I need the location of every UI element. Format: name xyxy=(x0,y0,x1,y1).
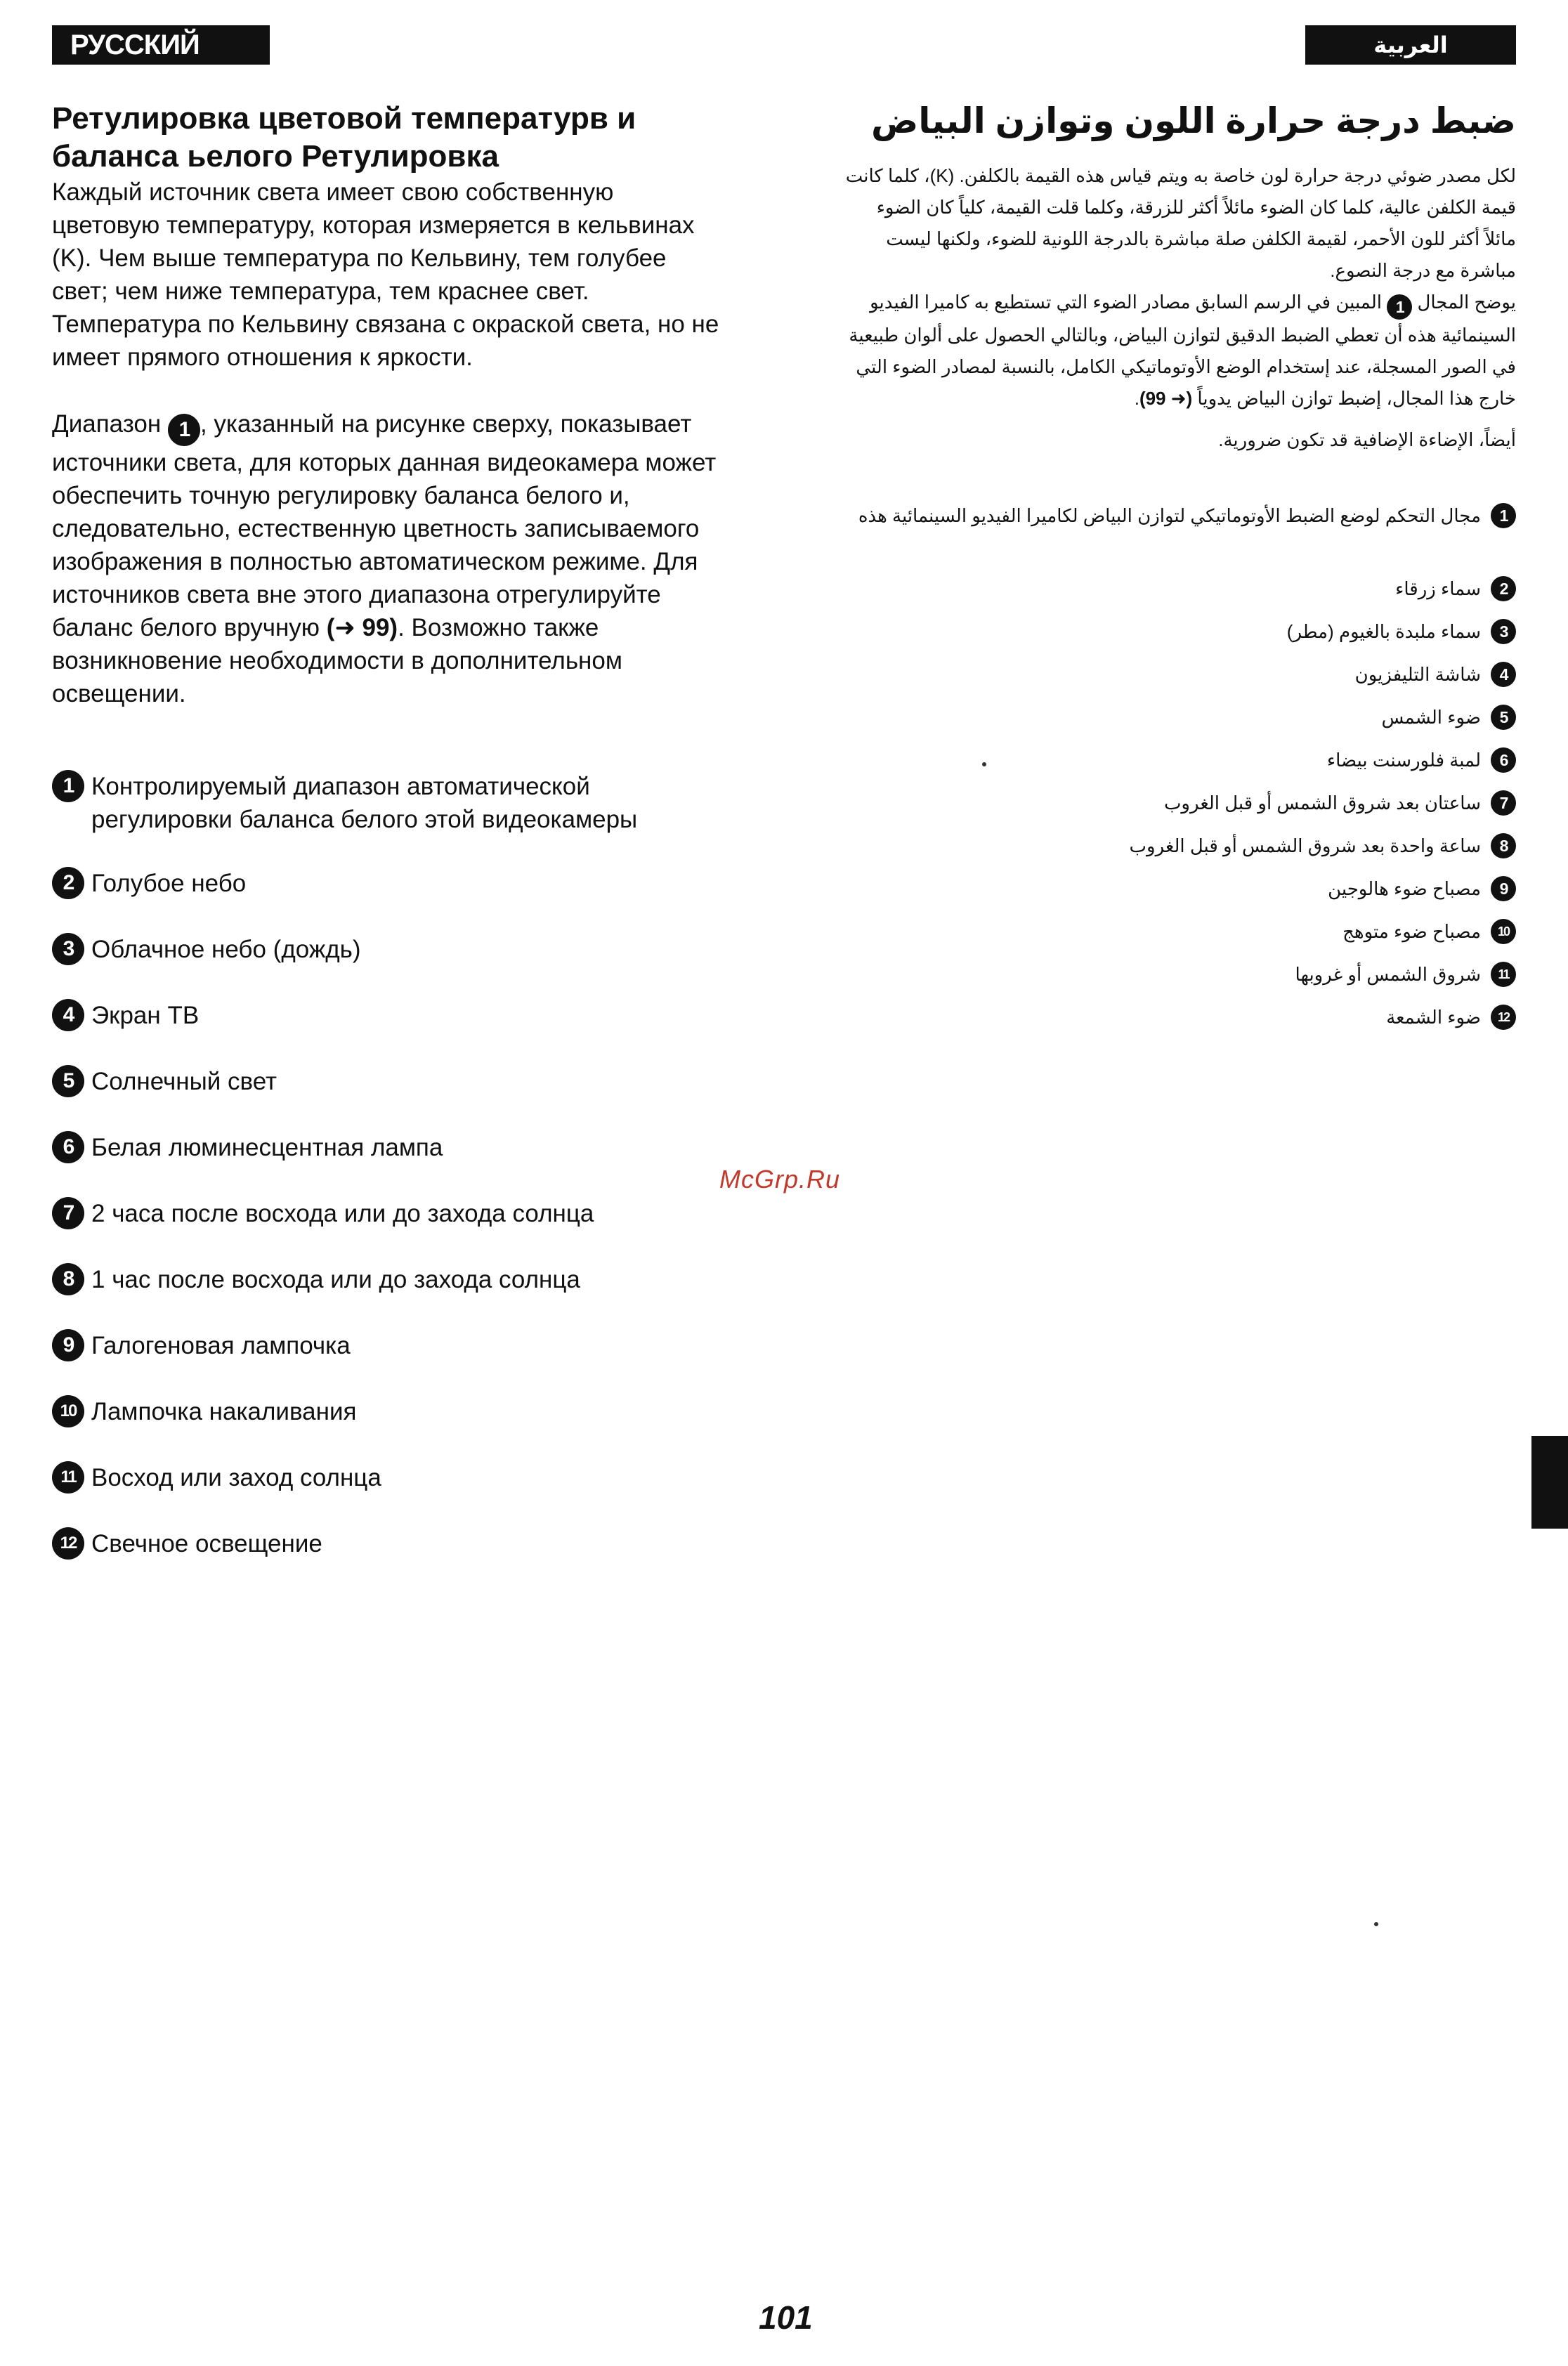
legend-number-badge: 7 xyxy=(52,1197,84,1229)
range-reference-badge: 1 xyxy=(1387,294,1412,320)
legend-number-badge: 9 xyxy=(52,1329,84,1361)
list-item xyxy=(52,867,726,900)
legend-item-text: Свечное освещение xyxy=(91,1530,322,1557)
list-item xyxy=(52,1131,726,1164)
russian-range-text-body: , указанный на рисунке сверху, показывает источники света, для которых данная видеокамера может обеспечить точную регулировку баланса белого и, следовательно, естественную цветность записываемого изображения в полностью автоматическом режиме. Для источников света вне этого диапазона отрегулируйте баланс белого вручную xyxy=(52,410,717,641)
legend-item-text: 2 часа после восхода или до захода солнца xyxy=(91,1200,594,1227)
legend-number-badge: 6 xyxy=(1491,747,1516,773)
legend-item-text: ساعتان بعد شروق الشمس أو قبل الغروب xyxy=(1163,792,1481,813)
list-item xyxy=(52,1197,726,1230)
scan-speck xyxy=(982,762,986,766)
legend-number-badge: 4 xyxy=(52,999,84,1031)
legend-item-text: Голубое небо xyxy=(91,870,247,897)
list-item xyxy=(842,500,1516,531)
legend-number-badge: 4 xyxy=(1491,662,1516,687)
legend-number-badge: 5 xyxy=(52,1065,84,1097)
legend-item-text: لمبة فلورسنت بيضاء xyxy=(1326,750,1481,771)
list-item xyxy=(842,573,1516,604)
legend-number-badge: 1 xyxy=(52,770,84,802)
list-item xyxy=(842,787,1516,818)
legend-item-text: Облачное небо (дождь) xyxy=(91,936,361,963)
arabic-intro-paragraph: لكل مصدر ضوئي درجة حرارة لون خاصة به ويتم قياس هذه القيمة بالكلفن. (K)، كلما كانت قيمة الكلفن عالية، كلما كان الضوء مائلاً أكثر للزرقة، وكلما قلت القيمة، كلياً كان الضوء مائلاً أكثر للون الأحمر، لقيمة الكلفن صلة مباشرة بالدرجة اللونية للضوء، ولكنها ليست مباشرة مع درجة النصوع. xyxy=(845,165,1516,281)
arabic-range-text-start: يوضح المجال xyxy=(1417,292,1516,313)
russian-range-paragraph xyxy=(52,407,726,710)
list-item xyxy=(52,1461,726,1494)
page-reference-link[interactable]: (99 ➜) xyxy=(1139,388,1193,409)
russian-language-tag: РУССКИЙ ЯЗЫК xyxy=(52,25,270,65)
watermark: McGrp.Ru xyxy=(719,1165,841,1194)
arabic-range-text-end: . xyxy=(1134,388,1139,409)
legend-item-text: Восход или заход солнца xyxy=(91,1464,381,1491)
list-item xyxy=(52,933,726,966)
legend-item-text: Контролируемый диапазон автоматической регулировки баланса белого этой видеокамеры xyxy=(91,773,638,833)
list-item xyxy=(842,916,1516,947)
list-item xyxy=(842,616,1516,647)
legend-number-badge: 10 xyxy=(52,1395,84,1427)
legend-number-badge: 9 xyxy=(1491,876,1516,901)
list-item xyxy=(842,830,1516,861)
list-item xyxy=(52,1329,726,1362)
range-reference-badge: 1 xyxy=(168,414,200,446)
page-edge-tab xyxy=(1531,1436,1568,1529)
list-item xyxy=(52,1395,726,1428)
legend-item-text: 1 час после восхода или до захода солнца xyxy=(91,1266,580,1293)
legend-item-text: مجال التحكم لوضع الضبط الأوتوماتيكي لتوازن البياض لكاميرا الفيديو السينمائية هذه xyxy=(858,505,1481,526)
russian-intro-paragraph: Каждый источник света имеет свою собственную цветовую температуру, которая измеряется в кельвинах (K). Чем выше температура по Кельвину, тем голубее свет; чем ниже температура, тем краснее свет. Температура по Кельвину связана с окраской света, но не имеет прямого отношения к яркости. xyxy=(52,178,719,371)
legend-item-text: مصباح ضوء متوهج xyxy=(1342,921,1481,942)
legend-item-text: Галогеновая лампочка xyxy=(91,1332,351,1359)
legend-number-badge: 6 xyxy=(52,1131,84,1163)
legend-number-badge: 2 xyxy=(52,867,84,899)
legend-item-text: ضوء الشمعة xyxy=(1386,1007,1481,1028)
legend-item-text: سماء زرقاء xyxy=(1395,578,1481,599)
legend-item-text: شاشة التليفزيون xyxy=(1354,664,1481,685)
legend-number-badge: 1 xyxy=(1491,503,1516,528)
legend-item-text: Белая люминесцентная лампа xyxy=(91,1134,443,1161)
page-reference-link[interactable]: (➜ 99) xyxy=(326,614,398,641)
legend-item-text: مصباح ضوء هالوجين xyxy=(1328,878,1481,899)
legend-number-badge: 12 xyxy=(1491,1005,1516,1030)
page-number: 101 xyxy=(759,2299,813,2336)
scan-speck xyxy=(1374,1922,1378,1926)
list-item xyxy=(842,959,1516,990)
arabic-section-title: ضبط درجة حرارة اللون وتوازن البياض xyxy=(870,101,1516,140)
legend-number-badge: 10 xyxy=(1491,919,1516,944)
legend-number-badge: 3 xyxy=(52,933,84,965)
legend-number-badge: 11 xyxy=(1491,962,1516,987)
arabic-range-paragraph xyxy=(842,287,1516,414)
legend-number-badge: 5 xyxy=(1491,705,1516,730)
legend-number-badge: 11 xyxy=(52,1461,84,1494)
legend-number-badge: 2 xyxy=(1491,576,1516,601)
legend-item-text: Лампочка накаливания xyxy=(91,1398,357,1425)
legend-item-text: شروق الشمس أو غروبها xyxy=(1295,964,1481,985)
arabic-language-tag: العربية xyxy=(1305,25,1516,65)
legend-item-text: سماء ملبدة بالغيوم (مطر) xyxy=(1286,621,1481,642)
legend-number-badge: 8 xyxy=(1491,833,1516,858)
legend-number-badge: 8 xyxy=(52,1263,84,1295)
legend-number-badge: 7 xyxy=(1491,790,1516,816)
legend-item-text: ساعة واحدة بعد شروق الشمس أو قبل الغروب xyxy=(1129,835,1481,856)
list-item xyxy=(52,1263,726,1296)
list-item xyxy=(842,1002,1516,1033)
legend-item-text: Экран ТВ xyxy=(91,1002,200,1029)
legend-number-badge: 3 xyxy=(1491,619,1516,644)
arabic-range-text-body: المبين في الرسم السابق مصادر الضوء التي تستطيع به كاميرا الفيديو السينمائية هذه أن تعطي الضبط الدقيق لتوازن البياض، وبالتالي الحصول على ألوان طبيعية في الصور المسجلة، عند إستخدام الوضع الأوتوماتيكي الكامل، بالنسبة لمصادر الضوء التي خارج هذا المجال، إضبط توازن البياض يدوياً xyxy=(849,292,1516,409)
list-item xyxy=(842,702,1516,733)
russian-range-text-end: . Возможно также возникновение необходимости в дополнительном освещении. xyxy=(52,614,622,707)
list-item xyxy=(842,659,1516,690)
list-item xyxy=(52,770,726,836)
list-item xyxy=(842,745,1516,776)
legend-number-badge: 12 xyxy=(52,1527,84,1560)
russian-section-title: Ретулировка цветовой температурв и баланса ьелого Ретулировка xyxy=(52,101,636,174)
list-item xyxy=(842,873,1516,904)
arabic-note: أيضاً، الإضاءة الإضافية قد تكون ضرورية. xyxy=(1218,429,1516,450)
legend-item-text: Солнечный свет xyxy=(91,1068,277,1095)
list-item xyxy=(52,999,726,1032)
list-item xyxy=(52,1527,726,1560)
legend-item-text: ضوء الشمس xyxy=(1381,707,1481,728)
list-item xyxy=(52,1065,726,1098)
russian-range-text-start: Диапазон xyxy=(52,410,162,438)
